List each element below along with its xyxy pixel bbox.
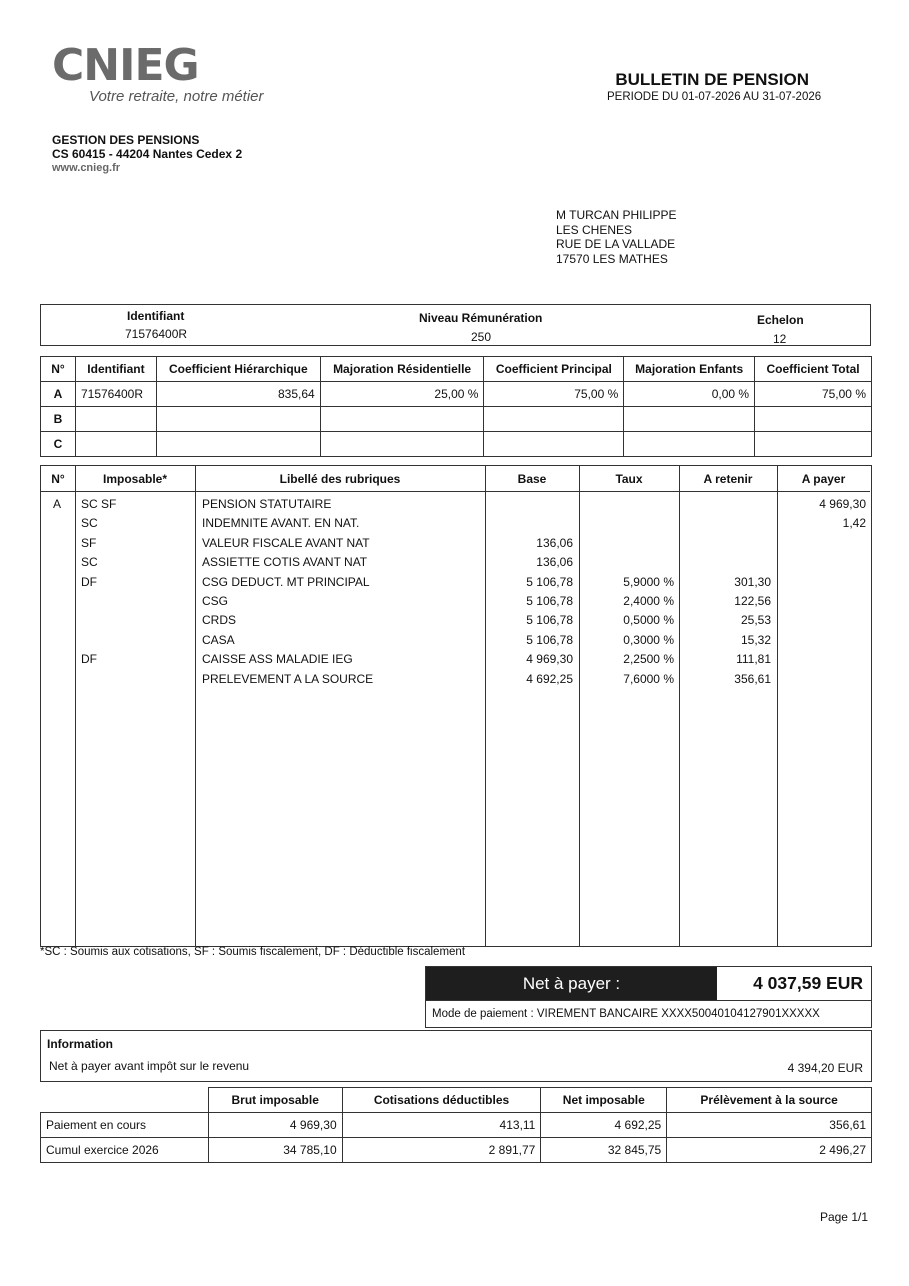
rubrique-ret-cell: 356,61 [734, 671, 771, 686]
recipient-line: RUE DE LA VALLADE [556, 237, 676, 251]
rubrique-base-cell: 5 106,78 [526, 594, 573, 608]
cell: 34 785,10 [208, 1138, 342, 1163]
rubrique-ret-cell: 122,56 [734, 594, 771, 608]
rubrique-imp-cell: SC SF [81, 497, 117, 511]
rubrique-lib-cell: INDEMNITE AVANT. EN NAT. [202, 516, 360, 531]
identifiant-label: Identifiant [127, 309, 185, 323]
rubrique-taux-cell [579, 553, 674, 572]
echelon-value: 12 [773, 332, 787, 346]
cnieg-logo [52, 42, 264, 105]
rubrique-lib-cell: ASSIETTE COTIS AVANT NAT [202, 555, 368, 570]
col-header: Brut imposable [208, 1088, 342, 1113]
net-label: Net à payer : [426, 967, 717, 1000]
cell: 835,64 [156, 382, 320, 407]
rubrique-lib-cell: CASA [202, 632, 235, 647]
totals-header-row [41, 1088, 872, 1113]
rubrique-n-cell [53, 631, 71, 650]
table-row [41, 432, 872, 457]
rubrique-pay-cell [777, 592, 866, 611]
rubrique-ret-cell [679, 534, 771, 553]
rubrique-taux-cell: 7,6000 % [623, 671, 674, 686]
col-header: Cotisations déductibles [342, 1088, 541, 1113]
rubrique-n-cell [53, 650, 71, 669]
cell: 2 496,27 [667, 1138, 872, 1163]
logo-wordmark: CNIEG [52, 40, 199, 91]
recipient-address [556, 208, 676, 266]
cell [755, 407, 872, 432]
rubrique-lib-cell: VALEUR FISCALE AVANT NAT [202, 535, 370, 550]
rubriques-table [40, 465, 872, 947]
rubrique-taux-cell: 2,4000 % [623, 594, 674, 608]
col-header: N° [41, 466, 75, 492]
cell [320, 407, 484, 432]
cell: 75,00 % [484, 382, 624, 407]
rubrique-pay-cell [777, 631, 866, 650]
identifiant-value: 71576400R [125, 327, 188, 341]
rubrique-pay-cell: 1,42 [842, 516, 866, 531]
legend-note: *SC : Soumis aux cotisations, SF : Soumis fiscalement, DF : Déductible fiscalement [40, 946, 466, 958]
cell: 2 891,77 [342, 1138, 541, 1163]
rubrique-lib-cell: CSG [202, 594, 229, 608]
coefficients-header-row [41, 357, 872, 382]
sender-block [52, 133, 242, 175]
rubrique-base-cell [485, 514, 573, 533]
rubrique-n-cell [53, 670, 71, 689]
document-title: BULLETIN DE PENSION [615, 70, 809, 89]
org-address: CS 60415 - 44204 Nantes Cedex 2 [52, 147, 243, 161]
rubrique-pay-cell [777, 553, 866, 572]
information-box [40, 1030, 872, 1082]
rubrique-taux-cell [579, 495, 674, 514]
col-header: Base [485, 466, 579, 492]
rubrique-ret-cell: 301,30 [734, 574, 771, 589]
rubrique-n-cell [53, 573, 71, 592]
rubrique-ret-cell: 111,81 [736, 652, 771, 667]
rubrique-taux-cell [579, 534, 674, 553]
information-label: Net à payer avant impôt sur le revenu [49, 1059, 250, 1073]
rubrique-taux-cell: 0,3000 % [623, 632, 674, 647]
rubrique-imp-cell [81, 611, 191, 630]
recipient-line: M TURCAN PHILIPPE [556, 208, 677, 222]
cell: 25,00 % [320, 382, 484, 407]
recipient-line: LES CHENES [556, 222, 633, 237]
net-payment-box [425, 966, 872, 1028]
table-row [41, 1113, 872, 1138]
col-header: Libellé des rubriques [195, 466, 485, 492]
totals-table [40, 1087, 872, 1163]
rubrique-lib-cell: PENSION STATUTAIRE [202, 497, 332, 511]
page-number: Page 1/1 [819, 1210, 868, 1224]
cell: A [41, 382, 76, 407]
org-name: GESTION DES PENSIONS [52, 133, 200, 147]
cell [75, 432, 156, 457]
information-title: Information [47, 1037, 113, 1051]
rubrique-n-cell [53, 534, 71, 553]
rubrique-imp-cell: DF [81, 574, 97, 589]
rubrique-imp-cell: SC [81, 555, 98, 570]
rubrique-pay-cell [777, 573, 866, 592]
rubrique-base-cell: 5 106,78 [526, 574, 573, 589]
cell: 4 969,30 [208, 1113, 342, 1138]
rubrique-base-cell: 5 106,78 [526, 613, 573, 628]
rubrique-n-cell: A [53, 497, 62, 511]
org-website: www.cnieg.fr [52, 162, 121, 174]
recipient-line: 17570 LES MATHES [556, 251, 668, 266]
information-amount: 4 394,20 EUR [787, 1061, 863, 1075]
summary-box [40, 304, 871, 346]
rubrique-ret-cell [679, 553, 771, 572]
rubrique-pay-cell [777, 670, 866, 689]
rubrique-ret-cell: 25,53 [740, 613, 771, 628]
cell [484, 407, 624, 432]
cell: 0,00 % [624, 382, 755, 407]
cell: C [41, 432, 76, 457]
cell: 4 692,25 [541, 1113, 667, 1138]
col-header: Identifiant [75, 357, 156, 382]
col-header: Majoration Enfants [624, 357, 755, 382]
niveau-label: Niveau Rémunération [419, 311, 543, 325]
row-label: Cumul exercice 2026 [41, 1138, 209, 1163]
col-header: A retenir [679, 466, 777, 492]
table-row [41, 382, 872, 407]
rubrique-taux-cell: 2,2500 % [623, 652, 674, 667]
col-header: Coefficient Hiérarchique [156, 357, 320, 382]
col-header: Coefficient Total [755, 357, 872, 382]
cell: 75,00 % [755, 382, 872, 407]
rubrique-base-cell: 4 692,25 [526, 671, 573, 686]
col-header: Majoration Résidentielle [320, 357, 484, 382]
col-header: Net imposable [541, 1088, 667, 1113]
rubrique-lib-cell: CSG DEDUCT. MT PRINCIPAL [202, 574, 370, 589]
rubrique-n-cell [53, 611, 71, 630]
rubrique-pay-cell [777, 534, 866, 553]
rubrique-base-cell: 136,06 [536, 535, 573, 550]
rubrique-n-cell [53, 553, 71, 572]
rubrique-lib-cell: CRDS [202, 613, 237, 628]
rubrique-ret-cell [679, 514, 771, 533]
cell [75, 407, 156, 432]
cell: B [41, 407, 76, 432]
table-row [41, 1138, 872, 1163]
rubrique-base-cell: 4 969,30 [526, 652, 573, 667]
rubrique-taux-cell: 5,9000 % [623, 574, 674, 589]
cell [624, 432, 755, 457]
table-row [41, 407, 872, 432]
rubrique-base-cell: 136,06 [536, 555, 573, 570]
document-period: PERIODE DU 01-07-2026 AU 31-07-2026 [607, 91, 822, 103]
cell [755, 432, 872, 457]
rubrique-imp-cell [81, 631, 191, 650]
cell: 71576400R [75, 382, 156, 407]
rubrique-imp-cell: SF [81, 535, 97, 550]
cell [624, 407, 755, 432]
row-label: Paiement en cours [41, 1113, 209, 1138]
col-header: Imposable* [75, 466, 195, 492]
rubrique-imp-cell [81, 670, 191, 689]
cell: 32 845,75 [541, 1138, 667, 1163]
payment-mode: Mode de paiement : VIREMENT BANCAIRE XXXX50040104127901XXXXX [426, 1000, 871, 1027]
col-header: Coefficient Principal [484, 357, 624, 382]
echelon-label: Echelon [757, 313, 804, 327]
cell: 356,61 [667, 1113, 872, 1138]
rubrique-pay-cell [777, 650, 866, 669]
rubrique-base-cell: 5 106,78 [526, 632, 573, 647]
cell [156, 407, 320, 432]
rubrique-ret-cell: 15,32 [740, 632, 771, 647]
rubrique-lib-cell: CAISSE ASS MALADIE IEG [202, 652, 353, 667]
rubrique-pay-cell [777, 611, 866, 630]
col-header: Taux [579, 466, 679, 492]
rubrique-ret-cell [679, 495, 771, 514]
net-amount: 4 037,59 EUR [753, 973, 863, 993]
rubrique-n-cell [53, 514, 71, 533]
niveau-value: 250 [471, 330, 492, 344]
cell [320, 432, 484, 457]
rubrique-lib-cell: PRELEVEMENT A LA SOURCE [202, 671, 374, 686]
rubrique-taux-cell: 0,5000 % [623, 613, 674, 628]
rubrique-imp-cell: SC [81, 516, 98, 531]
logo-tagline: Votre retraite, notre métier [89, 88, 264, 105]
col-header: A payer [777, 466, 870, 492]
cell: 413,11 [342, 1113, 541, 1138]
cell [484, 432, 624, 457]
rubrique-base-cell [485, 495, 573, 514]
coefficients-table [40, 356, 872, 457]
col-header: Prélèvement à la source [667, 1088, 872, 1113]
cell [156, 432, 320, 457]
col-header [41, 1088, 209, 1113]
rubrique-imp-cell: DF [81, 652, 97, 667]
col-header: N° [41, 357, 76, 382]
rubrique-n-cell [53, 592, 71, 611]
rubrique-imp-cell [81, 592, 191, 611]
rubrique-pay-cell: 4 969,30 [819, 497, 866, 511]
rubrique-taux-cell [579, 514, 674, 533]
